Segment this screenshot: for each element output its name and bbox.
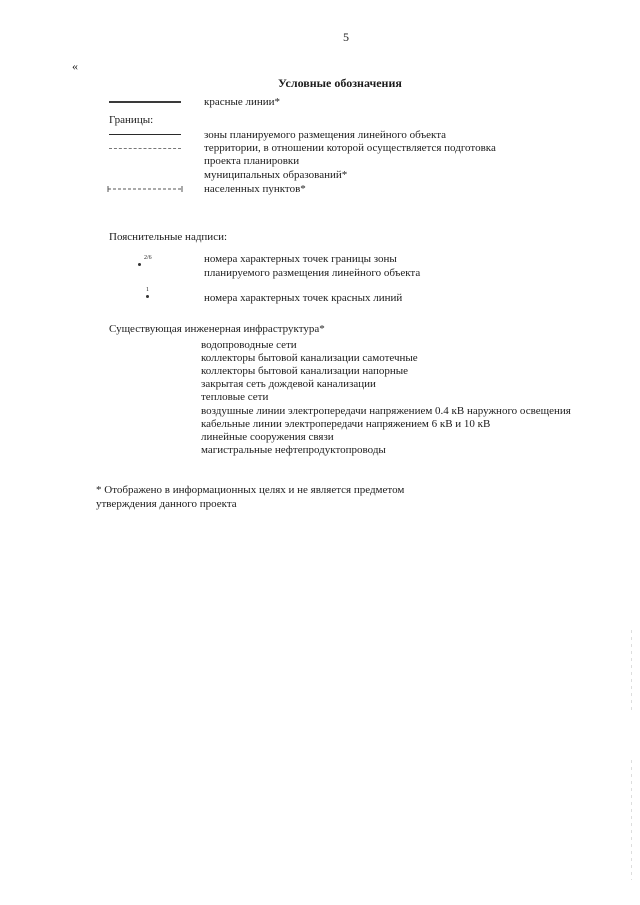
red-point-marker [146, 295, 149, 298]
settlement-boundary-label: населенных пунктов* [204, 183, 306, 195]
scan-artifact [631, 630, 632, 710]
zone-points-label-1: номера характерных точек границы зоны [204, 253, 397, 265]
footnote-line-2: утверждения данного проекта [96, 498, 237, 510]
infrastructure-item: водопроводные сети [201, 339, 297, 351]
zone-point-label: 2/6 [144, 255, 152, 261]
zone-boundary-symbol [109, 134, 181, 135]
boundaries-heading: Границы: [109, 114, 154, 126]
infrastructure-item: тепловые сети [201, 391, 269, 403]
scan-artifact [631, 760, 632, 880]
red-points-label: номера характерных точек красных линий [204, 292, 403, 304]
territory-boundary-label-1: территории, в отношении которой осуществляется подготовка [204, 142, 496, 154]
territory-boundary-label-2: проекта планировки [204, 155, 300, 167]
infrastructure-item: воздушные линии электропередачи напряжением 0.4 кВ наружного освещения [201, 405, 571, 417]
legend-title: Условные обозначения [278, 76, 402, 90]
zone-boundary-label: зоны планируемого размещения линейного объекта [204, 129, 447, 141]
zone-points-label-2: планируемого размещения линейного объекта [204, 267, 421, 279]
municipal-boundary-label: муниципальных образований* [204, 169, 348, 181]
red-point-label: 1 [146, 287, 149, 293]
infrastructure-item: магистральные нефтепродуктопроводы [201, 444, 386, 456]
infrastructure-item: коллекторы бытовой канализации самотечные [201, 352, 418, 364]
zone-point-marker [138, 263, 141, 266]
settlement-boundary-symbol [106, 185, 184, 193]
red-lines-label: красные линии* [204, 96, 281, 108]
territory-boundary-symbol [109, 148, 181, 149]
infrastructure-heading: Существующая инженерная инфраструктура* [109, 323, 325, 335]
infrastructure-item: коллекторы бытовой канализации напорные [201, 365, 409, 377]
infrastructure-item: закрытая сеть дождевой канализации [201, 378, 376, 390]
infrastructure-item: линейные сооружения связи [201, 431, 334, 443]
infrastructure-item: кабельные линии электропередачи напряжением 6 кВ и 10 кВ [201, 418, 491, 430]
corner-mark: « [72, 59, 78, 73]
notes-heading: Пояснительные надписи: [109, 231, 228, 243]
red-line-symbol [109, 101, 181, 103]
footnote-line-1: * Отображено в информационных целях и не является предметом [96, 484, 405, 496]
page-number: 5 [343, 30, 349, 44]
